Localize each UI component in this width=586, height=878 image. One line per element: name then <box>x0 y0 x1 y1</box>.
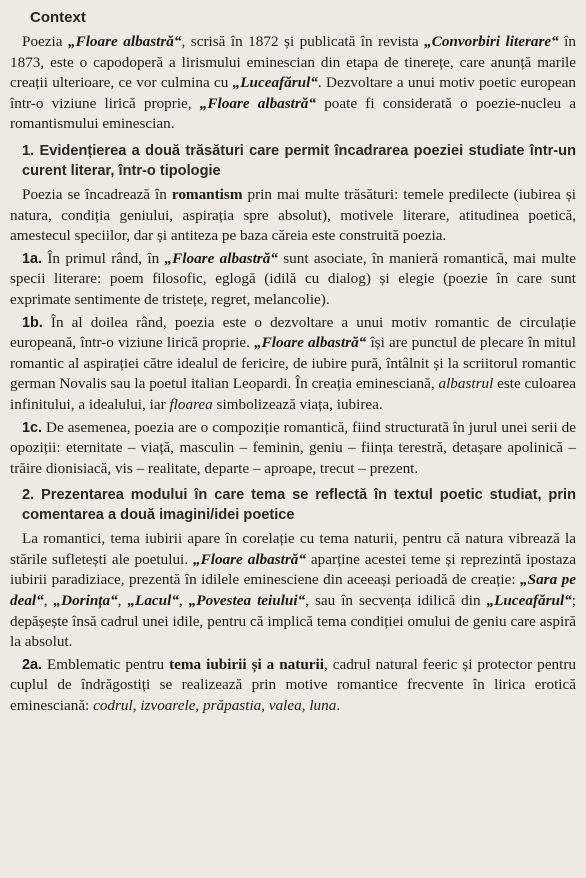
poem-title: „Floare albastră“ <box>199 94 316 112</box>
keyword: romantism <box>171 185 243 203</box>
text: Poezia se încadrează în <box>22 185 172 203</box>
text: De asemenea, poezia are o compoziție romantică, fiind structurată în jurul unei serii de opoziții: eternitate – viață, masculin – feminin, geniu – ființa terestră, detașare apolinică – trăire dionisiacă, vis – realitate, departe – aproape, trecut – prezent. <box>10 418 576 477</box>
text: își are punctul de plecare în mitul romantic al aspirației către idealul de fericire, de iubire pură, întâlnit și la scriitorul romantic german Novalis sau la poetul italian Leopardi. În creația eminesciană, <box>10 334 576 393</box>
poem-title: „Povestea teiului“ <box>188 592 306 610</box>
text: sunt asociate, în manieră romantică, mai multe specii literare: poem filosofic, eglogă (idilă cu dialog) și elegie (poezie în care sunt exprimate sentimente de tristețe, regret, melancolie). <box>10 249 576 308</box>
text: prin mai multe trăsături: temele predilecte (iubirea și natura, condiția geniului, aspirația spre absolut), motivele literare, atitudinea poetică, amestecul speciilor, dar și antiteza pe baza căreia este construită poezia. <box>10 185 576 245</box>
text: , sau în secvența idilică din <box>305 592 487 610</box>
text: Emblematic pentru <box>42 655 170 673</box>
text: În primul rând, în <box>42 249 165 267</box>
keyword: tema iubirii și a naturii <box>169 655 324 673</box>
intro-text-3: în 1873, este o capodoperă a lirismului eminescian din etapa de tinerețe, care anunță marile creații ulterioare, ce vor culmina cu <box>10 33 576 92</box>
poem-title: „Floare albastră“ <box>67 33 182 50</box>
paragraph-label: 2a. <box>22 656 43 673</box>
poem-title: „Lacul“ <box>127 592 179 610</box>
text: La romantici, tema iubirii apare în corelație cu tema naturii, pentru că natura vibrează la stările sufletești ale poetului. <box>10 530 576 568</box>
poem-title: „Dorința“ <box>53 592 118 610</box>
section-2-heading: 2. Prezentarea modului în care tema se reflectă în textul poetic studiat, prin comentarea a două imagini/idei poetice <box>22 487 576 524</box>
separator: , <box>43 592 54 610</box>
paragraph-label: 1a. <box>22 250 43 267</box>
text: , cadrul natural feeric și protector pentru cuplul de îndrăgostiți se realizează prin motive romantice frecvente în lirica erotică eminesciană: <box>10 655 576 715</box>
paragraph-1a <box>10 249 576 311</box>
paragraph-label: 1b. <box>22 314 43 331</box>
poem-title: „Floare albastră“ <box>164 249 278 267</box>
text: În al doilea rând, poezia este o dezvoltare a unui motiv romantic de circulație europeană, într-o viziune lirică proprie. <box>10 313 576 352</box>
italic-term: albastrul <box>438 375 494 393</box>
intro-text-4: . Dezvoltare a unui motiv poetic european într-o viziune lirică proprie, <box>10 74 577 112</box>
section-2-intro-paragraph <box>10 529 576 653</box>
text: ; depășește însă cadrul unei idile, pentru că implică tema condiției omului de geniu care aspiră la absolut. <box>10 592 577 651</box>
intro-text-5: poate fi considerată o poezie-nucleu a romantismului eminescian. <box>10 94 576 133</box>
poem-title: „Floare albastră“ <box>254 334 367 352</box>
text: aparține acestei teme și reprezintă ipostaza iubirii paradiziace, prezentă în idilele eminesciene din aceeași perioadă de creație: <box>10 550 576 589</box>
text: simbolizează viața, iubirea. <box>212 395 383 413</box>
paragraph-2a <box>10 655 576 717</box>
poem-title: „Luceafărul“ <box>486 592 572 610</box>
paragraph-label: 1c. <box>22 419 43 436</box>
separator: , <box>178 592 189 610</box>
paragraph-1b <box>10 313 576 416</box>
magazine-title: „Convorbiri literare“ <box>424 33 559 50</box>
context-heading: Context <box>30 9 86 26</box>
italic-motifs: codrul, izvoarele, prăpastia, valea, luna <box>93 697 337 715</box>
poem-title: „Floare albastră“ <box>193 550 306 568</box>
separator: , <box>117 592 128 610</box>
paragraph-1c <box>10 418 576 480</box>
section-1-heading: 1. Evidențierea a două trăsături care permit încadrarea poeziei studiate într-un curent literar, într-o tipologie <box>22 142 576 179</box>
text: . <box>336 697 341 715</box>
poem-title: „Luceafărul“ <box>232 74 318 92</box>
poem-title: „Sara pe deal“ <box>10 571 576 610</box>
intro-text-1: Poezia <box>22 33 68 50</box>
section-1-intro-paragraph <box>10 185 576 247</box>
text: este culoarea infinitului, a idealului, iar <box>10 375 576 413</box>
intro-paragraph <box>10 32 576 135</box>
italic-term: floarea <box>169 395 213 413</box>
intro-text-2: , scrisă în 1872 și publicată în revista <box>181 33 425 50</box>
